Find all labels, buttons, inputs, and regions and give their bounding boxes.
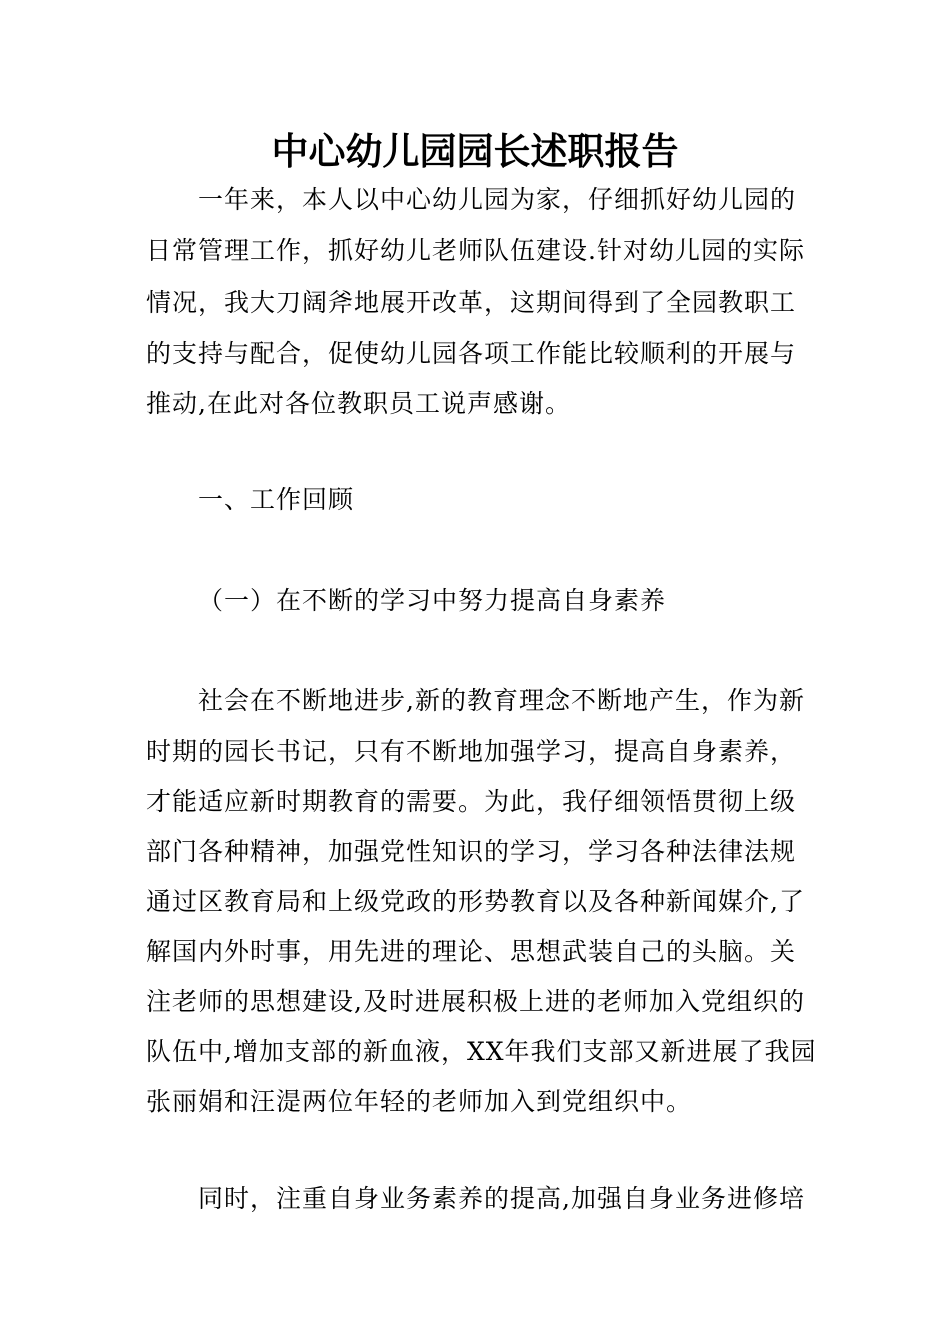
section-heading: 一、工作回顾 <box>198 485 355 514</box>
paragraph-line: 才能适应新时期教育的需要。为此，我仔细领悟贯彻上级 <box>146 787 797 816</box>
paragraph-line: 同时，注重自身业务素养的提高,加强自身业务进修培 <box>198 1184 805 1213</box>
paragraph-line: 队伍中,增加支部的新血液，XX年我们支部又新进展了我园 <box>146 1037 817 1066</box>
paragraph-line: 情况，我大刀阔斧地展开改革，这期间得到了全园教职工 <box>146 288 797 317</box>
paragraph-line: 社会在不断地进步,新的教育理念不断地产生，作为新 <box>198 686 805 715</box>
paragraph-line: 解国内外时事，用先进的理论、思想武装自己的头脑。关 <box>146 937 797 966</box>
document-title: 中心幼儿园园长述职报告 <box>271 129 679 173</box>
paragraph-line: 时期的园长书记，只有不断地加强学习，提高自身素养， <box>146 737 797 766</box>
paragraph-line: 推动,在此对各位教职员工说声感谢。 <box>146 389 571 418</box>
paragraph-line: 注老师的思想建设,及时进展积极上进的老师加入党组织的 <box>146 987 805 1016</box>
paragraph-line: 日常管理工作，抓好幼儿老师队伍建设.针对幼儿园的实际 <box>146 236 805 265</box>
paragraph-line: 张丽娟和汪湜两位年轻的老师加入到党组织中。 <box>146 1087 693 1116</box>
paragraph-line: 部门各种精神，加强党性知识的学习，学习各种法律法规 <box>146 837 797 866</box>
paragraph-line: 通过区教育局和上级党政的形势教育以及各种新闻媒介,了 <box>146 887 805 916</box>
subsection-heading: （一）在不断的学习中努力提高自身素养 <box>198 586 667 615</box>
paragraph-line: 一年来，本人以中心幼儿园为家，仔细抓好幼儿园的 <box>198 185 797 214</box>
paragraph-line: 的支持与配合，促使幼儿园各项工作能比较顺利的开展与 <box>146 339 797 368</box>
